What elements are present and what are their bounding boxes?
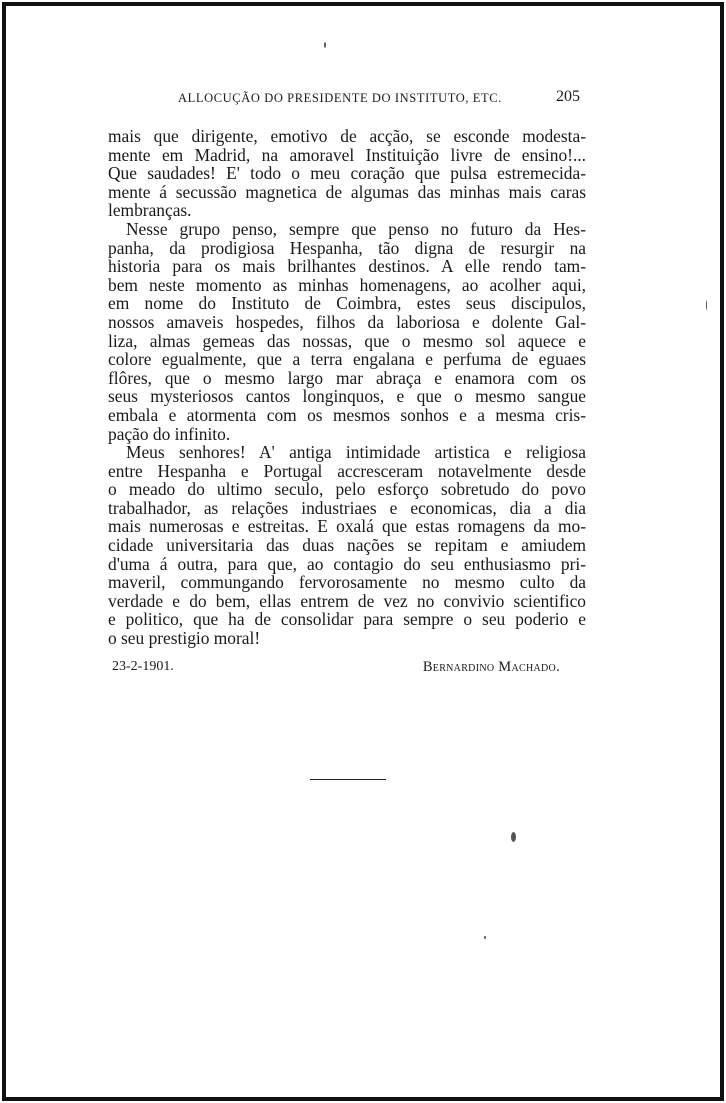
text-line: panha, da prodigiosa Hespanha, tão digna de resurgir na — [108, 237, 586, 258]
paper-speck — [324, 42, 326, 48]
text-line: maveril, commungando fervorosamente no mesmo culto da — [108, 572, 586, 593]
running-header — [111, 88, 591, 112]
text-line: nossos amaveis hospedes, filhos da laboriosa e dolente Gal- — [108, 311, 586, 332]
signature-date: 23-2-1901. — [112, 659, 174, 674]
body-text — [108, 127, 586, 648]
running-title: ALLOCUÇÃO DO PRESIDENTE DO INSTITUTO, ETC. — [178, 91, 502, 105]
text-line: verdade e do bem, ellas entrem de vez no convivio scientifico — [108, 590, 586, 611]
page-number: 205 — [556, 88, 580, 105]
text-line: bem neste momento as minhas homenagens, ao acolher aqui, — [108, 274, 586, 295]
text-line: embala e atormenta com os mesmos sonhos e a mesma cris- — [108, 404, 586, 425]
closing-rule — [310, 779, 386, 780]
text-line: e politico, que ha de consolidar para sempre o seu poderio e — [108, 609, 586, 630]
text-line: seus mysteriosos cantos longinquos, e que o mesmo sangue — [108, 386, 586, 407]
text-line: liza, almas gemeas das nossas, que o mesmo sol aquece e — [108, 330, 586, 351]
paper-speck — [706, 300, 707, 310]
text-line: trabalhador, as relações industriaes e economicas, dia a dia — [108, 497, 586, 518]
text-line: historia para os mais brilhantes destinos. A elle rendo tam- — [108, 256, 586, 277]
page-frame — [2, 2, 724, 1101]
text-line: pação do infinito. — [108, 423, 231, 444]
text-line: lembranças. — [108, 200, 192, 221]
text-line: mais que dirigente, emotivo de acção, se esconde modesta- — [108, 126, 586, 146]
text-line: mente em Madrid, na amoravel Instituição livre de ensino!... — [108, 144, 586, 165]
paper-speck — [484, 936, 486, 939]
text-line: flôres, que o mesmo largo mar abraça e enamora com os — [108, 367, 586, 388]
text-line: entre Hespanha e Portugal accresceram notavelmente desde — [108, 460, 586, 481]
text-line: colore egualmente, que a terra engalana e perfuma de eguaes — [108, 349, 586, 370]
signature-author: Bernardino Machado. — [422, 659, 560, 675]
text-line: mais numerosas e estreitas. E oxalá que estas romagens da mo- — [108, 516, 586, 537]
paper-speck — [511, 832, 516, 842]
text-line: Meus senhores! A' antiga intimidade artistica e religiosa — [126, 442, 586, 463]
text-line: em nome do Instituto de Coimbra, estes seus discipulos, — [108, 293, 586, 314]
signature-block — [112, 657, 560, 679]
text-line: d'uma á outra, para que, ao contagio do seu enthusiasmo pri- — [108, 553, 586, 574]
text-line: cidade universitaria das duas nações se repitam e amiudem — [108, 535, 586, 556]
text-line: o meado do ultimo seculo, pelo esforço sobretudo do povo — [108, 479, 586, 500]
text-line: mente á secussão magnetica de algumas das minhas mais caras — [108, 181, 586, 202]
text-line: Nesse grupo penso, sempre que penso no futuro da Hes- — [126, 218, 586, 239]
text-line: Que saudades! E' todo o meu coração que pulsa estremecida- — [108, 163, 586, 184]
text-line: o seu prestigio moral! — [108, 628, 261, 649]
document-page — [6, 6, 720, 1097]
